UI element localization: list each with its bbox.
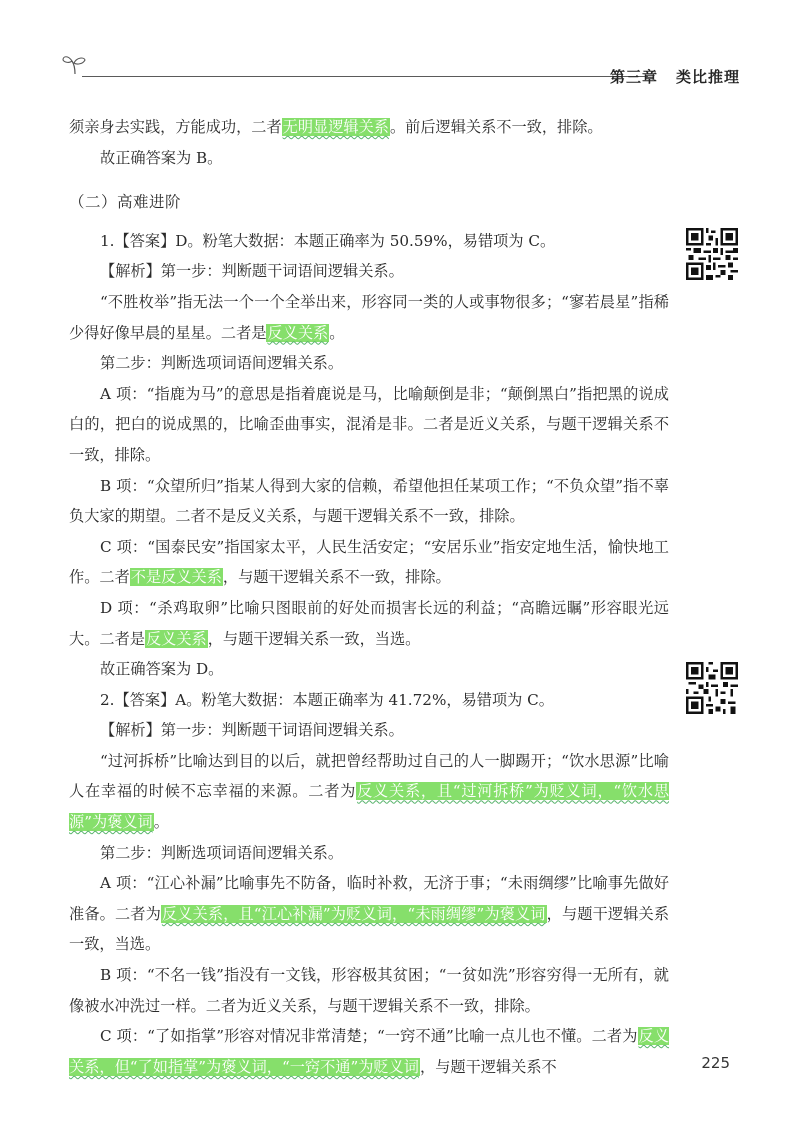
highlight: 反义关系，且“过河拆桥”为贬义词，“饮水思源”为褒义词	[69, 782, 670, 832]
conclusion-prev: 故正确答案为 B。	[100, 148, 223, 167]
q1-conclusion: 故正确答案为 D。	[100, 660, 224, 679]
page-number: 225	[701, 1054, 730, 1072]
q1-answer: 1.【答案】D。粉笔大数据：本题正确率为 50.59%，易错项为 C。	[100, 231, 556, 250]
header-rule	[82, 76, 648, 77]
qr-code-icon[interactable]	[686, 662, 738, 714]
highlight: 无明显逻辑关系	[282, 118, 389, 136]
q1-option-a: A 项：“指鹿为马”的意思是指着鹿说是马，比喻颠倒是非；“颠倒黑白”指把黑的说成白的，把白的说成黑的，比喻歪曲事实，混淆是非。二者是近义关系，与题干逻辑关系不一致，排除。	[69, 384, 669, 464]
q2-option-c: C 项：“了如指掌”形容对情况非常清楚；“一窍不通”比喻一点儿也不懂。二者为反义关系，但“了如指掌”为褒义词，“一窍不通”为贬义词，与题干逻辑关系不	[69, 1027, 670, 1076]
qr-code-icon[interactable]	[686, 228, 738, 280]
highlight: 反义关系	[267, 323, 329, 342]
q2-answer: 2.【答案】A。粉笔大数据：本题正确率为 41.72%，易错项为 C。	[100, 690, 554, 709]
page-header	[60, 52, 740, 92]
q2-option-a: A 项：“江心补漏”比喻事先不防备，临时补救，无济于事；“未雨绸缪”比喻事先做好准备。二者为反义关系，且“江心补漏”为贬义词，“未雨绸缪”为褒义词，与题干逻辑关系一致，当选。	[69, 874, 669, 954]
page-body	[69, 112, 669, 1082]
chapter-title: 类比推理	[675, 68, 740, 86]
q2-option-b: B 项：“不名一钱”指没有一文钱，形容极其贫困；“一贫如洗”形容穷得一无所有，就像被水冲洗过一样。二者为近义关系，与题干逻辑关系不一致，排除。	[69, 966, 669, 1015]
q1-stem: “不胜枚举”指无法一个一个全举出来，形容同一类的人或事物很多；“寥若晨星”指稀少得好像早晨的星星。二者是反义关系。	[69, 292, 669, 342]
section-title: （二）高难进阶	[69, 193, 182, 212]
q1-option-b: B 项：“众望所归”指某人得到大家的信赖，希望他担任某项工作；“不负众望”指不辜负大家的期望。二者不是反义关系，与题干逻辑关系不一致，排除。	[69, 476, 669, 526]
paragraph-continued: 须亲身去实践，方能成功，二者无明显逻辑关系。前后逻辑关系不一致，排除。	[69, 118, 603, 136]
highlight: 不是反义关系	[130, 568, 222, 587]
sprout-icon	[62, 52, 88, 76]
q1-analysis: 【解析】第一步：判断题干词语间逻辑关系。	[100, 262, 404, 281]
q1-option-d: D 项：“杀鸡取卵”比喻只图眼前的好处而损害长远的利益；“高瞻远瞩”形容眼光远大。二者是反义关系，与题干逻辑关系一致，当选。	[69, 598, 669, 648]
highlight: 反义关系	[145, 629, 207, 648]
highlight: 反义关系，但“了如指掌”为褒义词，“一窍不通”为贬义词	[69, 1027, 670, 1076]
chapter-number: 第三章	[609, 68, 658, 86]
q2-stem: “过河拆桥”比喻达到目的以后，就把曾经帮助过自己的人一脚踢开；“饮水思源”比喻人在幸福的时候不忘幸福的来源。二者为反义关系，且“过河拆桥”为贬义词，“饮水思源”为褒义词。	[69, 751, 670, 832]
q1-option-c: C 项：“国泰民安”指国家太平，人民生活安定；“安居乐业”指安定地生活，愉快地工作。二者不是反义关系，与题干逻辑关系不一致，排除。	[69, 537, 669, 587]
q2-analysis: 【解析】第一步：判断题干词语间逻辑关系。	[100, 721, 404, 740]
q2-step2: 第二步：判断选项词语间逻辑关系。	[100, 843, 343, 862]
q1-step2: 第二步：判断选项词语间逻辑关系。	[100, 354, 343, 373]
highlight: 反义关系，且“江心补漏”为贬义词，“未雨绸缪”为褒义词	[161, 904, 546, 923]
chapter-label	[610, 66, 740, 87]
